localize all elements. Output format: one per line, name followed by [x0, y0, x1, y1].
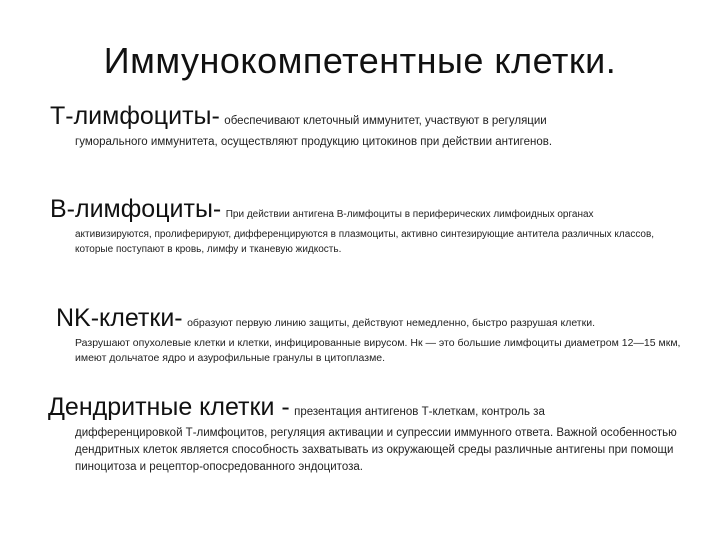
section-body: Разрушают опухолевые клетки и клетки, инфицированные вирусом. Нк — это большие лимфоциты диаметром 12—15 мкм, имеют дольчатое ядро и азурофильные гранулы в цитоплазме.: [75, 336, 681, 365]
section-b-lymphocytes: [0, 196, 720, 258]
section-heading: [0, 305, 720, 333]
section-heading: [0, 394, 720, 422]
section-body: дифференцировкой Т-лимфоцитов, регуляция активации и супрессии иммунного ответа. Важной особенностью дендритных клеток является способность захватывать из окружающей среды различные антигены при помощи пиноцитоза и рецептор-опосредованного эндоцитоза.: [75, 426, 677, 473]
section-dendritic-cells: [0, 394, 720, 476]
section-term: Дендритные клетки -: [48, 393, 290, 421]
section-term: NK-клетки-: [56, 304, 183, 332]
section-lead: При действии антигена В-лимфоциты в периферических лимфоидных органах: [225, 209, 594, 220]
section-lead: образуют первую линию защиты, действуют немедленно, быстро разрушая клетки.: [187, 317, 595, 329]
section-lead: обеспечивают клеточный иммунитет, участвуют в регуляции: [224, 115, 547, 127]
section-heading: [0, 103, 720, 131]
section-heading: [0, 196, 720, 224]
section-body: активизируются, пролиферируют, дифференцируются в плазмоциты, активно синтезирующие антитела различных классов, которые поступают в кровь, лимфу и тканевую жидкость.: [75, 228, 655, 255]
section-body: гуморального иммунитета, осуществляют продукцию цитокинов при действии антигенов.: [75, 135, 553, 148]
section-nk-cells: [0, 305, 720, 367]
section-t-lymphocytes: [0, 103, 720, 151]
section-term: Т-лимфоциты-: [50, 102, 220, 130]
section-lead: презентация антигенов Т-клеткам, контроль за: [294, 406, 545, 418]
slide-title: Иммунокомпетентные клетки.: [103, 40, 617, 81]
section-term: В-лимфоциты-: [50, 195, 222, 223]
